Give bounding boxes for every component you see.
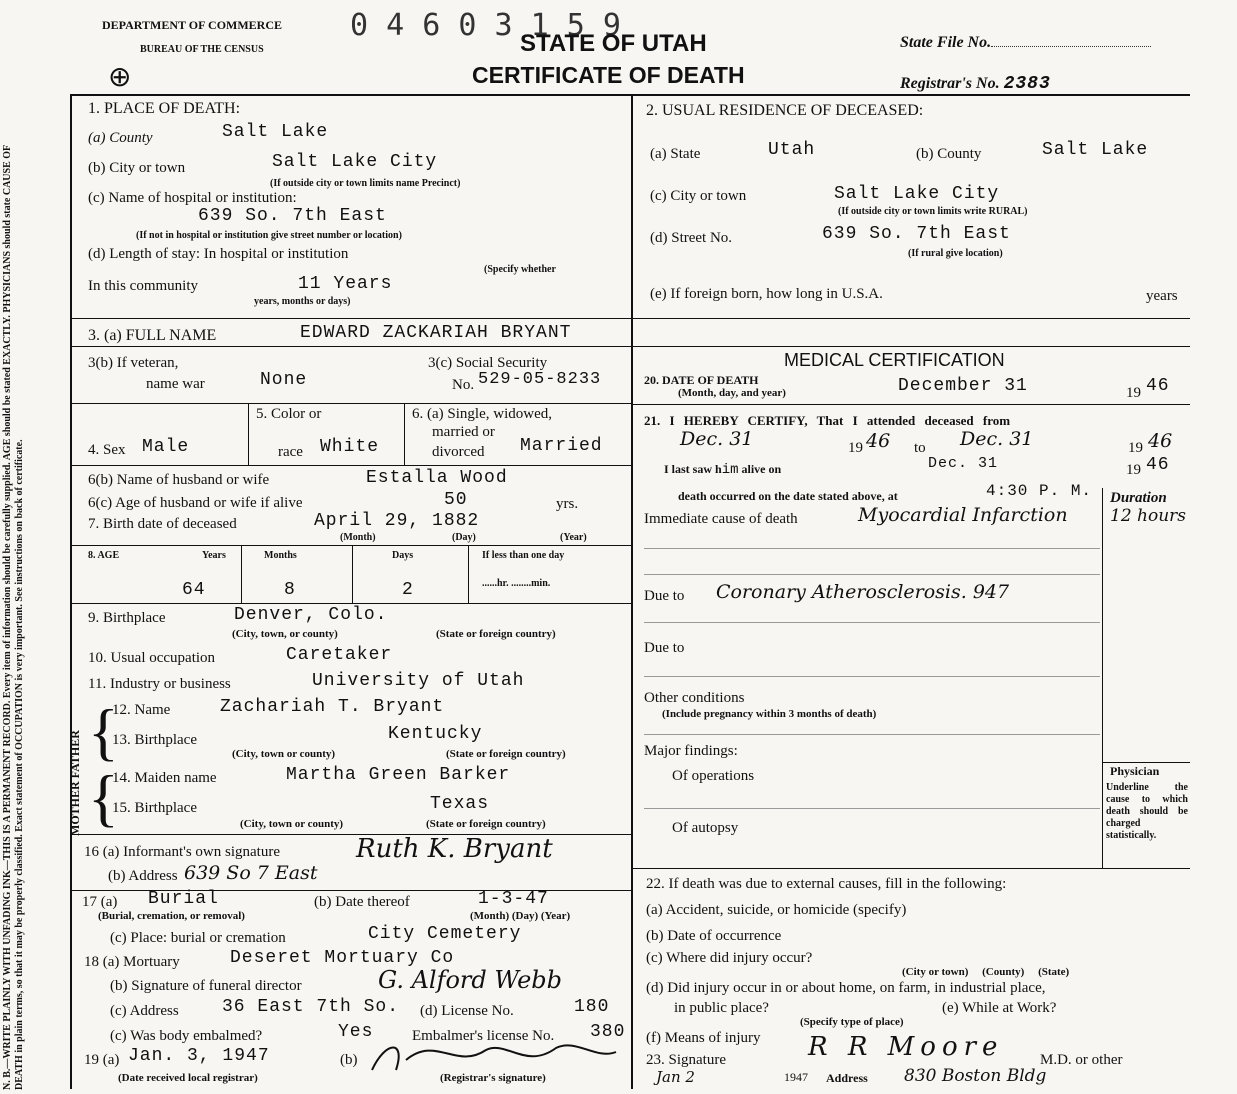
last-saw-year-prefix: 19 xyxy=(1126,462,1141,478)
pod-community-note: years, months or days) xyxy=(254,296,351,307)
pod-community-label: In this community xyxy=(88,278,198,294)
age-years: 64 xyxy=(182,580,206,600)
informant-signature: Ruth K. Bryant xyxy=(356,834,553,864)
disposition-method-note: (Burial, cremation, or removal) xyxy=(98,910,245,922)
medical-heading: MEDICAL CERTIFICATION xyxy=(784,350,1005,370)
birthplace-note1: (City, town, or county) xyxy=(232,628,338,640)
marital: Married xyxy=(520,436,603,456)
disposition-date: 1-3-47 xyxy=(478,889,549,909)
divider-external xyxy=(632,868,1190,869)
disposition-place: City Cemetery xyxy=(368,924,522,944)
home-note: (Specify type of place) xyxy=(800,1016,904,1028)
age-months: 8 xyxy=(284,580,296,600)
months-label: Months xyxy=(264,550,297,561)
disp-address-label: (c) Address xyxy=(110,1003,179,1019)
received-note: (Date received local registrar) xyxy=(118,1072,258,1084)
years-label: Years xyxy=(202,550,226,561)
pod-city-note: (If outside city or town limits name Precinct) xyxy=(270,178,461,189)
occupation: Caretaker xyxy=(286,645,393,665)
disposition-date-note: (Month) (Day) (Year) xyxy=(470,910,571,922)
death-year-prefix: 19 xyxy=(1126,385,1141,401)
marital-label2: married or xyxy=(432,424,495,440)
last-saw-him: im xyxy=(721,462,739,478)
pod-county-label: (a) County xyxy=(88,130,153,146)
birthplace-note2: (State or foreign country) xyxy=(436,628,556,640)
divider-age-v3 xyxy=(468,545,469,603)
embalmer: 380 xyxy=(590,1022,626,1042)
received-date: Jan. 3, 1947 xyxy=(128,1046,270,1066)
last-saw-year: 46 xyxy=(1146,455,1170,475)
color-label2: race xyxy=(278,444,303,460)
means-label: (f) Means of injury xyxy=(646,1030,761,1046)
home-label-2: in public place? xyxy=(674,1000,769,1016)
embalmed-label: (c) Was body embalmed? xyxy=(110,1028,263,1044)
divider-after-1 xyxy=(70,318,1190,319)
color-label: 5. Color or xyxy=(256,406,322,422)
birth-day-note: (Day) xyxy=(452,532,476,543)
res-city-label: (c) City or town xyxy=(650,188,747,204)
disp-address: 36 East 7th So. xyxy=(222,997,400,1017)
accident-label: (a) Accident, suicide, or homicide (specify) xyxy=(646,902,907,918)
divider-sex-v1 xyxy=(248,403,249,465)
due1-rule xyxy=(644,622,1100,623)
father-brace: { xyxy=(88,696,119,767)
spouse-age-label: 6(c) Age of husband or wife if alive xyxy=(88,495,303,511)
license-label: (d) License No. xyxy=(420,1003,514,1019)
frame-top xyxy=(70,94,1190,96)
informant-address: 639 So 7 East xyxy=(184,862,318,884)
signature-label: 23. Signature xyxy=(646,1052,726,1068)
divider-age-top xyxy=(70,545,632,546)
pod-hospital-label: (c) Name of hospital or institution: xyxy=(88,190,297,206)
ss-label2: No. xyxy=(452,377,475,393)
other-rule xyxy=(644,734,1100,735)
res-city: Salt Lake City xyxy=(834,184,1000,204)
to-label: to xyxy=(914,440,926,456)
birth-label: 7. Birth date of deceased xyxy=(88,516,237,532)
physician-box-top xyxy=(1102,762,1190,763)
mortuary: Deseret Mortuary Co xyxy=(230,948,455,968)
cert-title: CERTIFICATE OF DEATH xyxy=(472,62,745,88)
pod-city: Salt Lake City xyxy=(272,152,438,172)
res-foreign-unit: years xyxy=(1146,288,1178,304)
ss-number: 529-05-8233 xyxy=(478,370,602,389)
from-year-prefix: 19 xyxy=(848,440,863,456)
divider-age-v1 xyxy=(241,545,242,603)
disposition-label: 17 (a) xyxy=(82,894,118,910)
check-mark: ⊕ xyxy=(108,62,132,93)
industry: University of Utah xyxy=(312,671,525,691)
disposition-place-label: (c) Place: burial or cremation xyxy=(110,930,286,946)
occupation-label: 10. Usual occupation xyxy=(88,650,216,666)
due2-rule xyxy=(644,676,1100,677)
stamp-number: 0 4 6 0 3 1 5 9 xyxy=(350,8,621,43)
res-street-label: (d) Street No. xyxy=(650,230,733,246)
center-divider xyxy=(631,94,633,1089)
birth-month-note: (Month) xyxy=(340,532,376,543)
age-label: 8. AGE xyxy=(88,550,120,561)
age-days: 2 xyxy=(402,580,414,600)
mother-bp-note1: (City, town or county) xyxy=(240,818,344,830)
duration-value: 12 hours xyxy=(1110,506,1187,526)
pod-city-label: (b) City or town xyxy=(88,160,186,176)
embalmed: Yes xyxy=(338,1022,374,1042)
mother-brace: { xyxy=(88,762,119,833)
death-date: December 31 xyxy=(898,376,1028,396)
immediate-cause: Myocardial Infarction xyxy=(858,504,1068,526)
registrar-signature xyxy=(366,1030,626,1080)
duration-label: Duration xyxy=(1110,490,1167,506)
certify-label: 21. I HEREBY CERTIFY, That I attended deceased from xyxy=(644,413,1011,428)
sig-address: 830 Boston Bldg xyxy=(904,1066,1047,1086)
pod-hospital: 639 So. 7th East xyxy=(198,206,387,226)
operations-rule xyxy=(644,808,1100,809)
full-name-label: 3. (a) FULL NAME xyxy=(88,327,217,344)
full-name: EDWARD ZACKARIAH BRYANT xyxy=(300,323,572,343)
ss-label: 3(c) Social Security xyxy=(428,355,548,371)
less-than-day-label: If less than one day xyxy=(482,550,565,561)
last-saw: Dec. 31 xyxy=(928,455,999,472)
place-of-death-heading: 1. PLACE OF DEATH: xyxy=(88,100,241,117)
death-time: 4:30 P. M. xyxy=(986,482,1093,500)
father-bp-note2: (State or foreign country) xyxy=(446,748,566,760)
spouse-age-unit: yrs. xyxy=(556,496,579,512)
death-date-note: (Month, day, and year) xyxy=(678,387,786,399)
birth-year-note: (Year) xyxy=(560,532,587,543)
occurrence-label: (b) Date of occurrence xyxy=(646,928,782,944)
state-file-label: State File No. xyxy=(900,34,1151,52)
registrar-sig-note: (Registrar's signature) xyxy=(440,1072,546,1084)
registrar-label: Registrar's No. 2383 xyxy=(900,74,1051,94)
pod-stay-label: (d) Length of stay: In hospital or institution xyxy=(88,246,349,262)
due-to-1-label: Due to xyxy=(644,588,685,604)
disposition-method: Burial xyxy=(148,889,219,909)
pod-community: 11 Years xyxy=(298,274,393,294)
mother-name: Martha Green Barker xyxy=(286,765,511,785)
divider-med xyxy=(632,404,1190,405)
state-title: STATE OF UTAH xyxy=(520,30,707,57)
physician-box-note: Underline the cause to which death should be charged statistically. xyxy=(1106,782,1188,841)
physician-signature: R R Moore xyxy=(808,1032,1004,1062)
md-label: M.D. or other xyxy=(1040,1052,1123,1068)
mother-bp: Texas xyxy=(430,794,490,814)
operations-label: Of operations xyxy=(672,768,755,784)
father-bp-label: 13. Birthplace xyxy=(112,732,197,748)
embalmer-label: Embalmer's license No. xyxy=(412,1028,555,1044)
due-to-1: Coronary Atherosclerosis. 947 xyxy=(716,581,1010,603)
informant-address-label: (b) Address xyxy=(108,868,178,884)
received-label: 19 (a) xyxy=(84,1052,120,1068)
mother-bp-label: 15. Birthplace xyxy=(112,800,197,816)
pod-county: Salt Lake xyxy=(222,122,329,142)
res-county-label: (b) County xyxy=(916,146,982,162)
father-name-label: 12. Name xyxy=(112,702,171,718)
sex: Male xyxy=(142,437,190,457)
disposition-date-label: (b) Date thereof xyxy=(314,894,410,910)
hr-min-label: ......hr. ........min. xyxy=(482,578,551,589)
veteran: None xyxy=(260,370,308,390)
res-street-note: (If rural give location) xyxy=(908,248,1003,259)
informant-sig-label: 16 (a) Informant's own signature xyxy=(84,844,280,860)
birthplace-label: 9. Birthplace xyxy=(88,610,166,626)
sex-label: 4. Sex xyxy=(88,442,126,458)
industry-label: 11. Industry or business xyxy=(88,676,231,692)
father-name: Zachariah T. Bryant xyxy=(220,697,445,717)
dept-label: DEPARTMENT OF COMMERCE xyxy=(102,18,283,32)
res-foreign-label: (e) If foreign born, how long in U.S.A. xyxy=(650,286,883,302)
duration-col xyxy=(1102,488,1103,868)
immediate-rule xyxy=(644,548,1100,549)
license: 180 xyxy=(574,997,610,1017)
major-findings-label: Major findings: xyxy=(644,743,738,759)
last-saw-label: I last saw him alive on xyxy=(664,462,782,478)
color: White xyxy=(320,437,380,457)
res-county: Salt Lake xyxy=(1042,140,1149,160)
death-date-label: 20. DATE OF DEATH xyxy=(644,373,759,387)
spouse-label: 6(b) Name of husband or wife xyxy=(88,472,270,488)
res-city-note: (If outside city or town limits write RURAL) xyxy=(838,206,1028,217)
res-street: 639 So. 7th East xyxy=(822,224,1011,244)
sig-address-label: Address xyxy=(826,1071,868,1085)
parents-side-label: MOTHER FATHER xyxy=(68,730,82,836)
registrar-sig-label: (b) xyxy=(340,1052,358,1068)
divider-name xyxy=(70,346,1190,347)
birthplace: Denver, Colo. xyxy=(234,605,388,625)
registrar-value: 2383 xyxy=(1003,74,1051,94)
other-conditions-label: Other conditions xyxy=(644,690,745,706)
where-label: (c) Where did injury occur? xyxy=(646,950,813,966)
work-label: (e) While at Work? xyxy=(942,1000,1057,1016)
where-notes: (City or town) (County) (State) xyxy=(902,966,1070,978)
spouse: Estalla Wood xyxy=(366,468,508,488)
days-label: Days xyxy=(392,550,414,561)
occurred-label: death occurred on the date stated above, at xyxy=(678,489,898,503)
veteran-label: 3(b) If veteran, xyxy=(88,355,179,371)
director-label: (b) Signature of funeral director xyxy=(110,978,302,994)
pod-hospital-note: (If not in hospital or institution give street number or location) xyxy=(136,230,402,241)
res-state-label: (a) State xyxy=(650,146,701,162)
autopsy-label: Of autopsy xyxy=(672,820,739,836)
sig-year: 1947 xyxy=(784,1070,808,1084)
marital-label3: divorced xyxy=(432,444,485,460)
marital-label: 6. (a) Single, widowed, xyxy=(412,406,552,422)
attended-to-year: 46 xyxy=(1148,430,1173,452)
father-bp: Kentucky xyxy=(388,724,483,744)
other-conditions-note: (Include pregnancy within 3 months of death) xyxy=(662,708,877,720)
divider-age-bottom xyxy=(70,603,632,604)
immediate-label: Immediate cause of death xyxy=(644,511,798,527)
side-note: N. B.—WRITE PLAINLY WITH UNFADING INK—THIS IS A PERMANENT RECORD. Every item of information should be carefully supplied. AGE should be stated EXACTLY. PHYSICIANS should state CAUSE OF DEATH in plain terms, so that it may be properly classified. Exact statement of OCCUPATION is very important. See instructions on back of certificate. xyxy=(2,145,25,1090)
divider-sex xyxy=(70,465,632,466)
birth-date: April 29, 1882 xyxy=(314,511,480,531)
pod-stay-note: (Specify whether xyxy=(484,264,556,275)
mortuary-label: 18 (a) Mortuary xyxy=(84,954,180,970)
immediate-rule-2 xyxy=(644,574,1100,575)
home-label: (d) Did injury occur in or about home, on farm, in industrial place, xyxy=(646,980,1046,996)
attended-from: Dec. 31 xyxy=(680,428,754,450)
attended-to: Dec. 31 xyxy=(960,428,1034,450)
sig-date: Jan 2 xyxy=(656,1068,695,1086)
divider-age-v2 xyxy=(352,545,353,603)
external-heading: 22. If death was due to external causes, fill in the following: xyxy=(646,876,1007,892)
director-signature: G. Alford Webb xyxy=(378,966,563,994)
divider-vet xyxy=(70,403,632,404)
res-state: Utah xyxy=(768,140,816,160)
to-year-prefix: 19 xyxy=(1128,440,1143,456)
father-bp-note1: (City, town or county) xyxy=(232,748,336,760)
due-to-2-label: Due to xyxy=(644,640,685,656)
veteran-label2: name war xyxy=(146,376,205,392)
physician-box-title: Physician xyxy=(1110,764,1160,778)
death-year: 46 xyxy=(1146,376,1170,396)
bureau-label: BUREAU OF THE CENSUS xyxy=(140,44,264,55)
frame-left xyxy=(70,94,72,1089)
divider-sex-v2 xyxy=(404,403,405,465)
residence-heading: 2. USUAL RESIDENCE OF DECEASED: xyxy=(646,102,924,119)
spouse-age: 50 xyxy=(444,490,468,510)
mother-name-label: 14. Maiden name xyxy=(112,770,217,786)
attended-from-year: 46 xyxy=(866,430,891,452)
mother-bp-note2: (State or foreign country) xyxy=(426,818,546,830)
